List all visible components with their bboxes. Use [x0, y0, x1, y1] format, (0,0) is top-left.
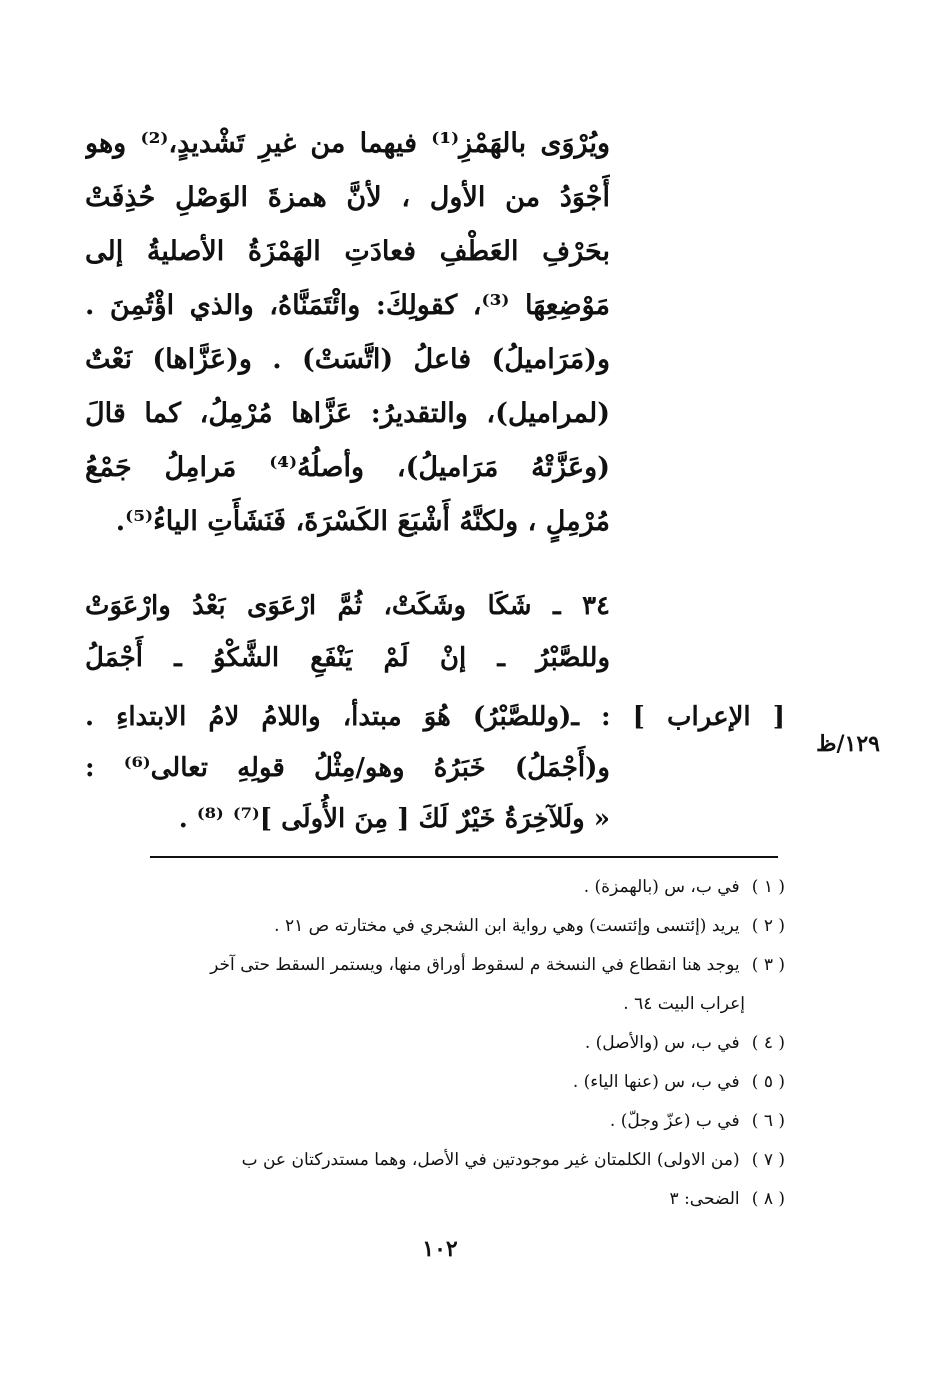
text-line: ويُرْوَى بالهَمْزِ⁽¹⁾ فيهما من غيرِ تَشْديدٍ،⁽²⁾ وهو	[85, 128, 610, 159]
footnote-number: ( ١ )	[751, 877, 785, 897]
text-line: بحَرْفِ العَطْفِ فعادَتِ الهَمْزَةُ الأصليةُ إلى	[85, 236, 610, 267]
folio-margin-note: ١٢٩/ظ	[816, 731, 880, 757]
footnote-continuation	[115, 985, 785, 1024]
footnote-text: إعراب البيت ٦٤ .	[623, 994, 745, 1014]
page-number: ١٠٢	[422, 1236, 458, 1262]
irab-line: « ولَلآخِرَةُ خَيْرٌ لَكَ [ مِنَ الأُولَى ]⁽⁷⁾ ⁽⁸⁾ .	[178, 804, 610, 834]
footnote-number: ( ٥ )	[751, 1072, 785, 1092]
footnote	[115, 1063, 785, 1102]
irab-line: [ الإعراب ] : ـ(وللصَّبْرُ) هُوَ مبتدأ، واللامُ لامُ الابتداءِ .	[85, 702, 785, 732]
footnote-text: في ب، س (والأصل) .	[584, 1033, 740, 1053]
footnote-number: ( ٨ )	[751, 1189, 785, 1209]
text-line: مُرْمِلٍ ، ولكنَّهُ أَشْبَعَ الكَسْرَةَ، فَنَشَأَتِ الياءُ⁽⁵⁾.	[115, 506, 610, 537]
footnote-text: في ب، س (بالهمزة) .	[583, 877, 740, 897]
footnote-divider	[150, 856, 778, 858]
footnote	[115, 868, 785, 907]
footnote	[115, 907, 785, 946]
footnote-number: ( ٣ )	[751, 955, 785, 975]
footnote-text: الضحى: ٣	[669, 1189, 740, 1209]
footnote	[115, 1141, 785, 1180]
footnote	[115, 1102, 785, 1141]
verse-line-first: ٣٤ ـ شَكَا وشَكَتْ، ثُمَّ ارْعَوَى بَعْدُ وارْعَوَتْ	[85, 591, 610, 621]
text-line: أَجْوَدُ من الأول ، لأنَّ همزةَ الوَصْلِ حُذِفَتْ	[85, 182, 610, 213]
footnote-text: يوجد هنا انقطاع في النسخة م لسقوط أوراق منها، ويستمر السقط حتى آخر	[210, 955, 740, 975]
footnote-number: ( ٦ )	[751, 1111, 785, 1131]
footnote-number: ( ٢ )	[751, 916, 785, 936]
verse-line-second: وللصَّبْرُ ـ إنْ لَمْ يَنْفَعِ الشَّكْوُ ـ أَجْمَلُ	[85, 643, 610, 673]
footnote-number: ( ٧ )	[751, 1150, 785, 1170]
footnotes	[115, 868, 785, 1219]
irab-line: و(أَجْمَلُ) خَبَرُهُ وهو/مِثْلُ قولِهِ تعالى⁽⁶⁾ :	[85, 753, 610, 783]
irab-section	[85, 692, 785, 845]
text-line: مَوْضِعِهَا ⁽³⁾، كقولِكَ: وائْتَمَنَّاهُ، والذي اؤْتُمِنَ .	[85, 290, 610, 321]
poem-verse	[85, 580, 610, 684]
footnote	[115, 1024, 785, 1063]
footnote-text: في ب، س (عنها الياء) .	[572, 1072, 740, 1092]
body-text	[85, 117, 610, 549]
footnote-text: (من الاولى) الكلمتان غير موجودتين في الأصل، وهما مستدركتان عن ب	[241, 1150, 740, 1170]
text-line: و(مَرَاميلُ) فاعلُ (اتَّسَتْ) . و(عَزَّاها) نَعْتٌ	[85, 344, 610, 375]
text-line: (لمراميل)، والتقديرُ: عَزَّاها مُرْمِلُ، كما قالَ	[85, 398, 610, 429]
footnote	[115, 946, 785, 985]
text-line: (وعَزَّتْهُ مَرَاميلُ)، وأصلُهُ⁽⁴⁾ مَرامِلُ جَمْعُ	[85, 452, 610, 483]
footnote-number: ( ٤ )	[751, 1033, 785, 1053]
footnote-text: يريد (إئتسى وإئتست) وهي رواية ابن الشجري في مختارته ص ٢١ .	[274, 916, 740, 936]
footnote-text: في ب (عزّ وجلّ) .	[609, 1111, 740, 1131]
footnote	[115, 1180, 785, 1219]
